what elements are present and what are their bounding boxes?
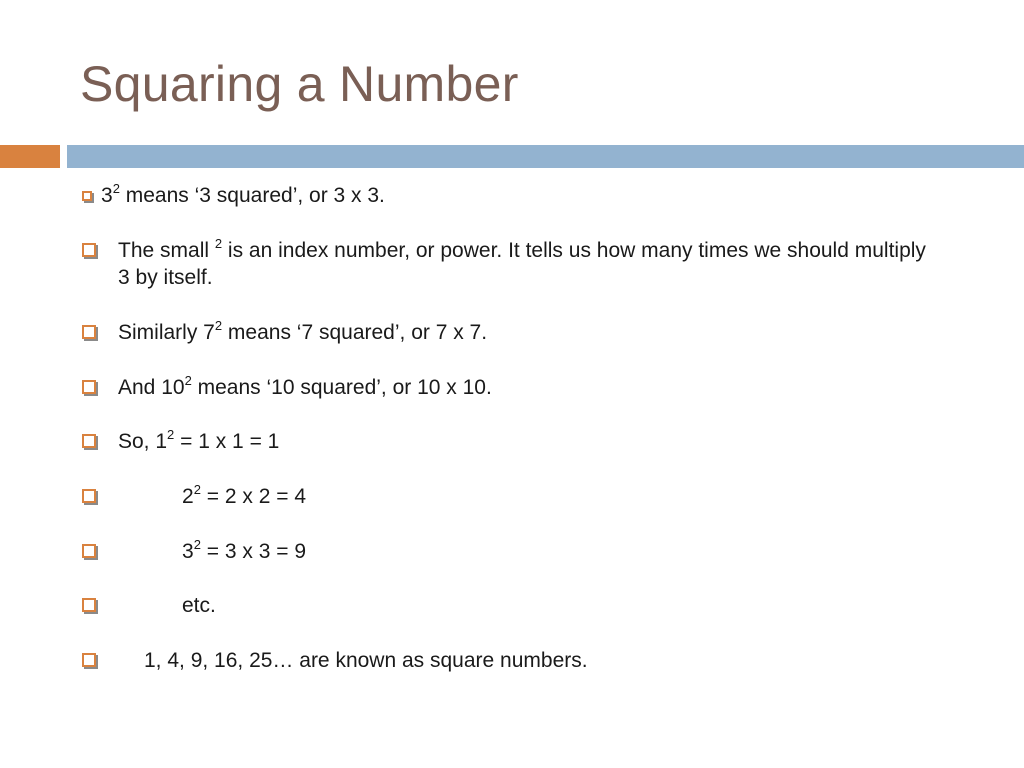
- bullet-text: etc.: [182, 594, 216, 617]
- bullet-text: 1, 4, 9, 16, 25… are known as square numbers.: [144, 649, 588, 672]
- bullet-item: [82, 374, 492, 401]
- bullet-item: [82, 483, 306, 510]
- bullet-item: [82, 182, 385, 209]
- checkbox-bullet-icon: [82, 653, 96, 667]
- checkbox-bullet-icon: [82, 243, 96, 257]
- checkbox-bullet-icon: [82, 191, 92, 201]
- bullet-item: [82, 428, 279, 455]
- checkbox-bullet-icon: [82, 380, 96, 394]
- bullet-item: [82, 592, 216, 619]
- bullet-item: [82, 647, 588, 674]
- slide-title: Squaring a Number: [80, 56, 519, 112]
- bullet-item: [82, 319, 487, 346]
- bullet-text: $3^2 = 3$ x 3 = 9: [182, 537, 306, 563]
- checkbox-bullet-icon: [82, 489, 96, 503]
- bullet-text: $3^2$ means ‘3 squared’, or 3 x 3.: [101, 181, 385, 207]
- bullet-text: $2^2 = 2$ x 2 = 4: [182, 482, 306, 508]
- checkbox-bullet-icon: [82, 434, 96, 448]
- bullet-item: [82, 538, 306, 565]
- bullet-text: Similarly $7^2$ means ‘7 squared’, or 7 x 7.: [118, 318, 488, 344]
- accent-bar-orange: [0, 145, 60, 168]
- checkbox-bullet-icon: [82, 325, 96, 339]
- bullet-text: So, $1^2 = 1$ x 1 = 1: [118, 427, 280, 453]
- accent-bar-blue: [67, 145, 1024, 168]
- bullet-item: [82, 237, 942, 291]
- checkbox-bullet-icon: [82, 544, 96, 558]
- checkbox-bullet-icon: [82, 598, 96, 612]
- bullet-text: The small $^2$ is an index number, or power. It tells us how many times we should multiply 3 by itself.: [118, 236, 926, 289]
- bullet-text: And $10^2$ means ‘10 squared’, or 10 x 10.: [118, 373, 492, 399]
